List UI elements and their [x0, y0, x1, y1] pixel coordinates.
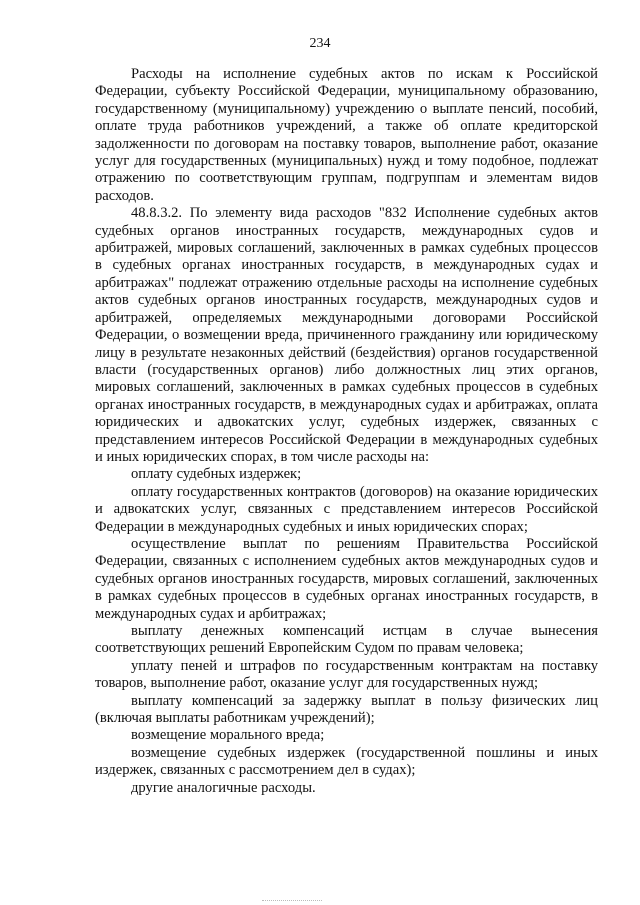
list-item-delay-compensation: выплату компенсаций за задержку выплат в пользу физических лиц (включая выплаты работникам учреждений); — [95, 692, 598, 727]
list-item-government-decision-payments: осуществление выплат по решениям Правительства Российской Федерации, связанных с исполнением судебных актов международных судов и судебных органов иностранных государств, мировых соглашений, заключенных в рамках судебных процессов в судебных органах иностранных государств, в международных судах и арбитражах; — [95, 535, 598, 622]
paragraph-court-acts-expenses: Расходы на исполнение судебных актов по искам к Российской Федерации, субъекту Российской Федерации, муниципальному образованию, государственному (муниципальному) учреждению о выплате пенсий, пособий, оплате труда работников учреждений, а также об оплате кредиторской задолженности по договорам на поставку товаров, выполнение работ, оказание услуг для государственных (муниципальных) нужд и тому подобное, подлежат отражению по соответствующим группам, подгруппам и элементам видов расходов. — [95, 66, 598, 204]
list-item-legal-services-contracts: оплату государственных контрактов (договоров) на оказание юридических и адвокатских услуг, связанных с представлением интересов Российской Федерации в международных судебных и иных юридических спорах; — [95, 483, 598, 535]
list-item-moral-damage: возмещение морального вреда; — [131, 727, 325, 744]
document-body — [95, 66, 598, 797]
list-item-penalties-fines: уплату пеней и штрафов по государственным контрактам на поставку товаров, выполнение работ, оказание услуг для государственных нужд; — [95, 657, 598, 692]
list-item-court-costs: оплату судебных издержек; — [131, 466, 302, 483]
paragraph-48-8-3-2: 48.8.3.2. По элементу вида расходов "832 Исполнение судебных актов судебных органов иностранных государств, международных судов и арбитражей, мировых соглашений, заключенных в рамках судебных процессов в судебных органах иностранных государств, в международных судах и арбитражах" подлежат отражению отдельные расходы на исполнение судебных актов судебных органов иностранных государств, международных судов и арбитражей, определяемых международными договорами Российской Федерации, о возмещении вреда, причиненного гражданину или юридическому лицу в результате незаконных действий (бездействия) органов государственной власти (государственных органов) либо должностных лиц этих органов, мировых соглашений, заключенных в рамках судебных процессов в судебных органах иностранных государств, в международных судах и арбитражах, оплата юридических и адвокатских услуг, судебных издержек, связанных с представлением интересов Российской Федерации в международных судебных и иных юридических спорах, в том числе расходы на: — [95, 205, 598, 465]
page-number: 234 — [309, 36, 331, 51]
list-item-other-expenses: другие аналогичные расходы. — [131, 779, 316, 796]
scan-artifact-line — [262, 900, 322, 901]
list-item-litigation-costs: возмещение судебных издержек (государственной пошлины и иных издержек, связанных с рассмотрением дел в судах); — [95, 744, 598, 779]
list-item-echr-compensation: выплату денежных компенсаций истцам в случае вынесения соответствующих решений Европейским Судом по правам человека; — [95, 623, 598, 657]
